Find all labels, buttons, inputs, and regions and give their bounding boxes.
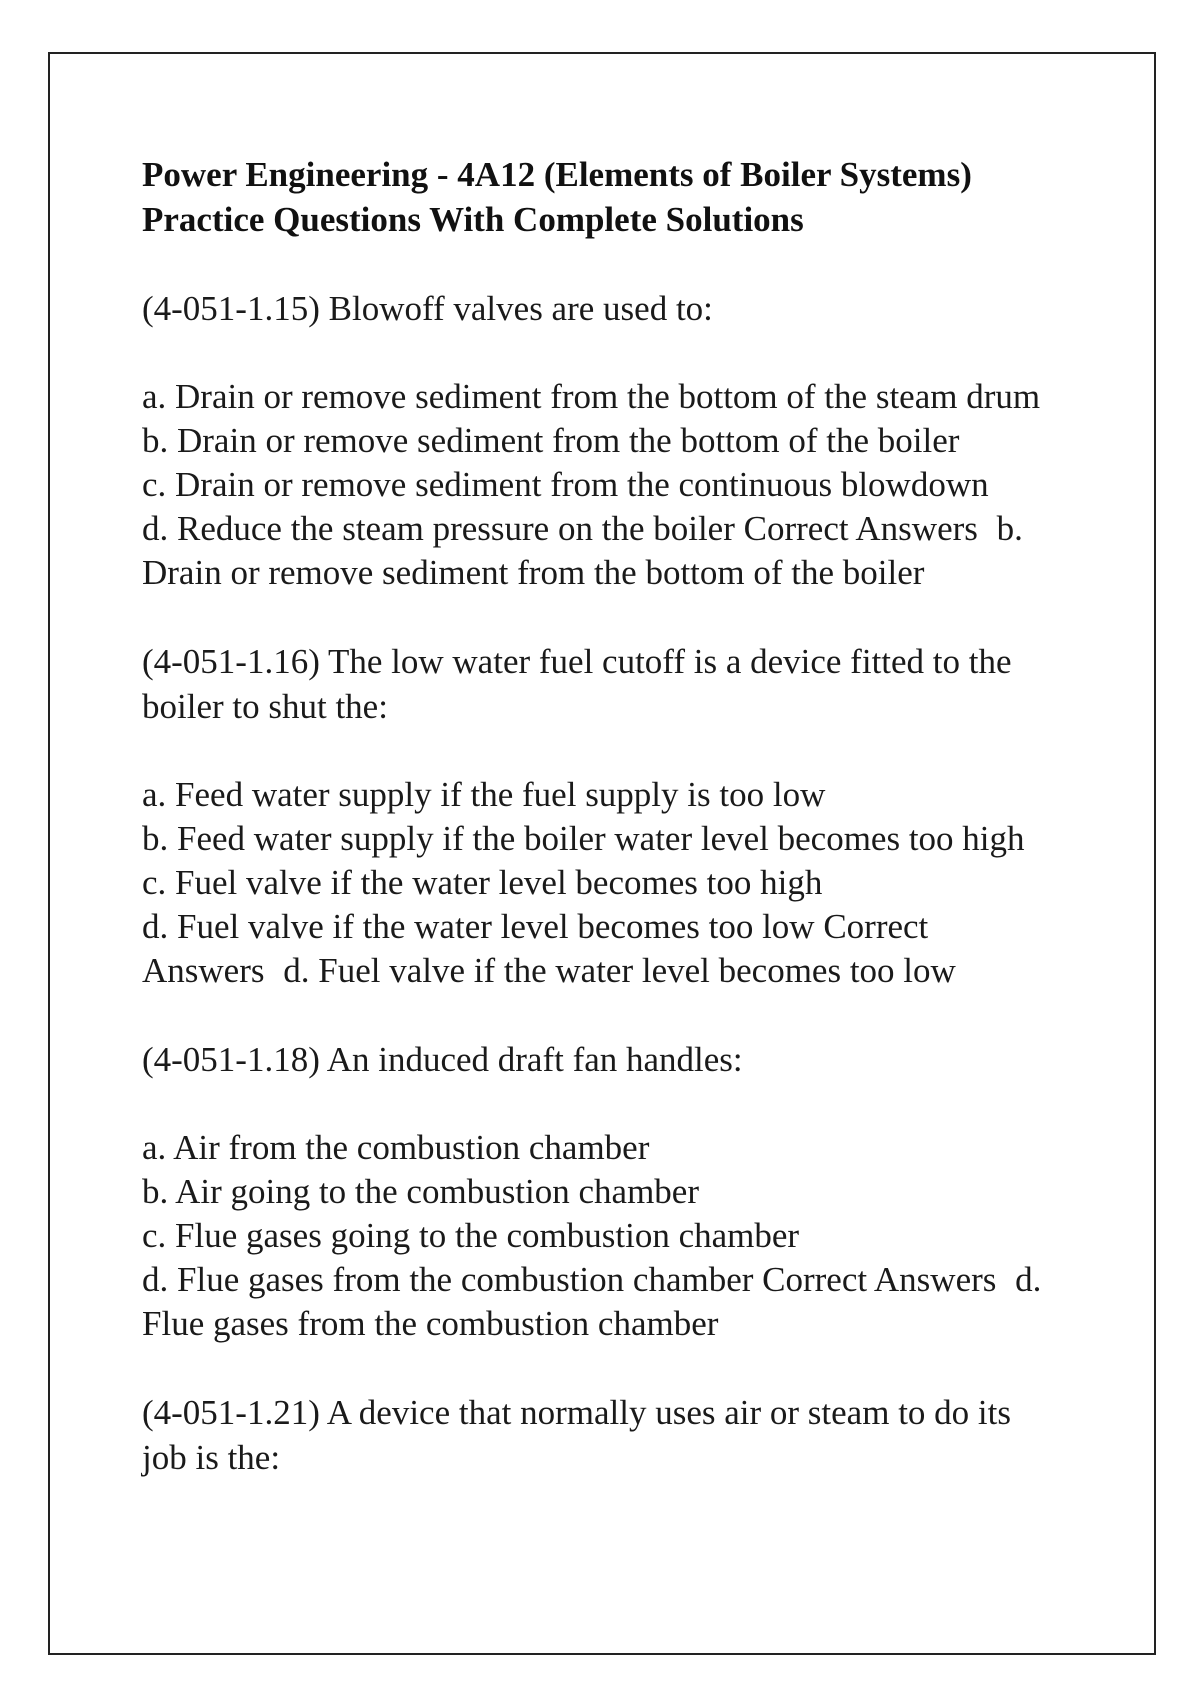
question-2-answer-line	[142, 949, 1082, 993]
question-3-prompt	[142, 1037, 1082, 1082]
question-3-option-d: d. Flue gases from the combustion chamber	[142, 1260, 754, 1299]
question-1-option-b: b. Drain or remove sediment from the bottom of the boiler	[142, 421, 960, 460]
question-1-correct-label: Correct Answers	[743, 509, 978, 548]
question-3-answer: Flue gases from the combustion chamber	[142, 1304, 719, 1343]
question-1-answer-letter: b.	[996, 509, 1023, 548]
question-3-answer-letter: d.	[1015, 1260, 1042, 1299]
question-2-answer: d. Fuel valve if the water level becomes too low	[283, 951, 956, 990]
question-2-text-line-1: (4-051-1.16) The low water fuel cutoff is a device fitted to the	[142, 642, 1012, 681]
question-4-prompt	[142, 1390, 1082, 1480]
question-3-option-b: b. Air going to the combustion chamber	[142, 1172, 699, 1211]
title-line-2: Practice Questions With Complete Solutions	[142, 200, 804, 239]
question-3-correct-label: Correct Answers	[762, 1260, 997, 1299]
question-2-text-line-2: boiler to shut the:	[142, 687, 388, 726]
question-2-options	[142, 773, 1082, 993]
question-1-option-d-line	[142, 507, 1082, 551]
question-2-correct-label-1: Correct	[823, 907, 929, 946]
title-line-1: Power Engineering - 4A12 (Elements of Boiler Systems)	[142, 155, 972, 194]
question-2-option-d: d. Fuel valve if the water level becomes too low	[142, 907, 815, 946]
question-2-option-a: a. Feed water supply if the fuel supply is too low	[142, 775, 826, 814]
question-3-text: (4-051-1.18) An induced draft fan handles:	[142, 1040, 743, 1079]
question-4-text-line-2: job is the:	[142, 1438, 281, 1477]
question-1-prompt	[142, 286, 1082, 331]
document-title	[142, 152, 1082, 242]
question-2-option-b: b. Feed water supply if the boiler water level becomes too high	[142, 819, 1025, 858]
question-3-option-d-line	[142, 1258, 1082, 1302]
question-3-option-c: c. Flue gases going to the combustion chamber	[142, 1216, 800, 1255]
question-2-option-c: c. Fuel valve if the water level becomes too high	[142, 863, 823, 902]
question-1-text: (4-051-1.15) Blowoff valves are used to:	[142, 289, 713, 328]
question-2-prompt	[142, 639, 1082, 729]
document-body	[142, 152, 1082, 1524]
question-1-options	[142, 375, 1082, 595]
question-1-option-c: c. Drain or remove sediment from the continuous blowdown	[142, 465, 989, 504]
question-1-option-a: a. Drain or remove sediment from the bottom of the steam drum	[142, 377, 1041, 416]
question-2-option-d-line	[142, 905, 1082, 949]
question-1-option-d: d. Reduce the steam pressure on the boiler	[142, 509, 735, 548]
question-3-option-a: a. Air from the combustion chamber	[142, 1128, 650, 1167]
question-3-options	[142, 1126, 1082, 1346]
question-2-correct-label-2: Answers	[142, 951, 265, 990]
question-1-answer: Drain or remove sediment from the bottom of the boiler	[142, 553, 925, 592]
question-4-text-line-1: (4-051-1.21) A device that normally uses air or steam to do its	[142, 1393, 1011, 1432]
